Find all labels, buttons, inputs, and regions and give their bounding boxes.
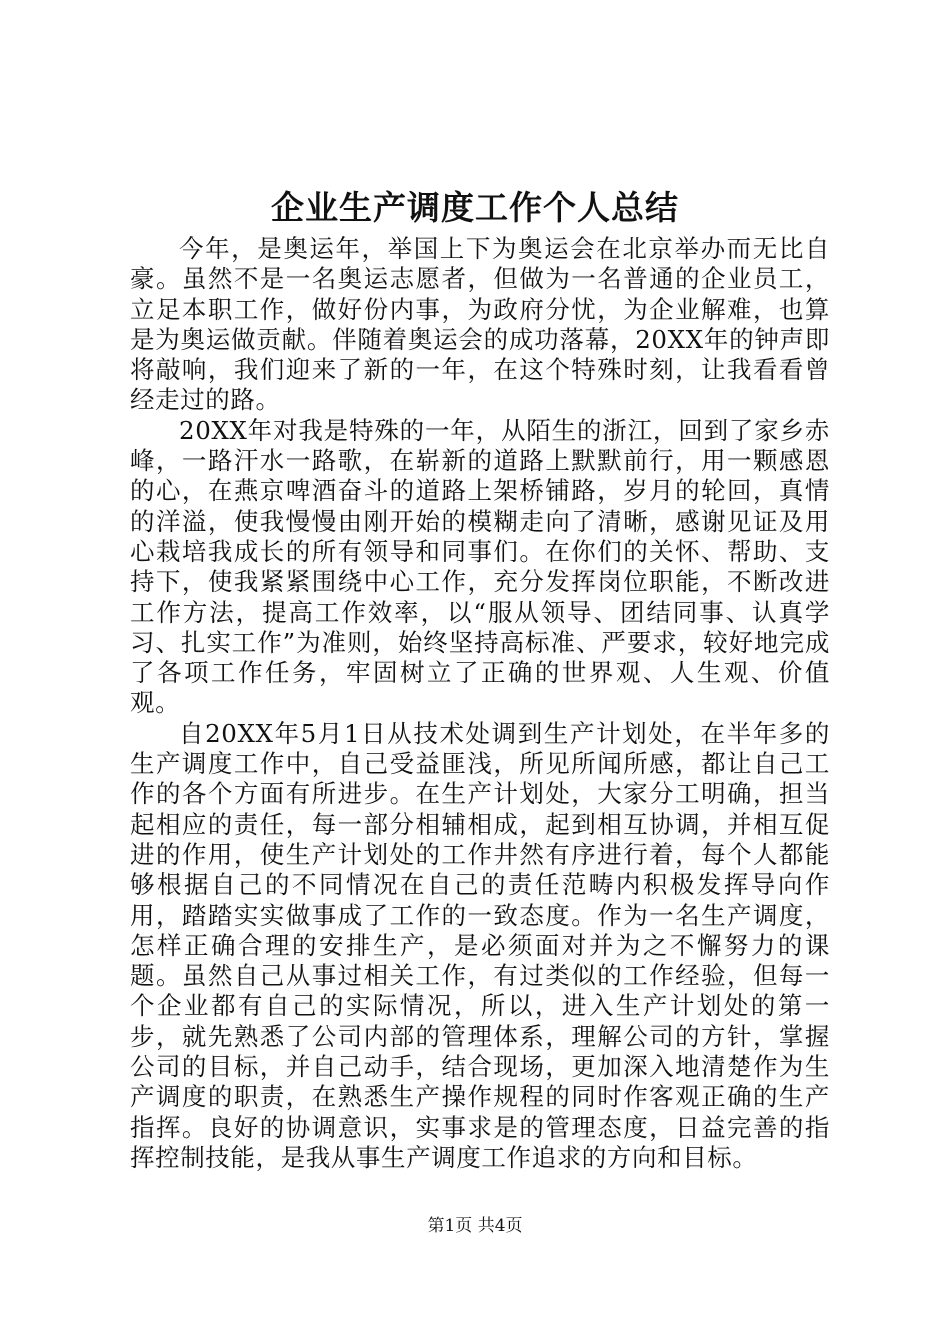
page-number: 第1页 共4页	[427, 1216, 523, 1236]
paragraph-1: 今年，是奥运年，举国上下为奥运会在北京举办而无比自豪。虽然不是一名奥运志愿者，但做为一名普通的企业员工，立足本职工作，做好份内事，为政府分忧，为企业解难，也算是为奥运做贡献。伴随着奥运会的成功落幕，20XX年的钟声即将敲响，我们迎来了新的一年，在这个特殊时刻，让我看看曾经走过的路。	[130, 234, 830, 415]
paragraph-2: 20XX年对我是特殊的一年，从陌生的浙江，回到了家乡赤峰，一路汗水一路歌，在崭新的道路上默默前行，用一颗感恩的心，在燕京啤酒奋斗的道路上架桥铺路，岁月的轮回，真情的洋溢，使我慢慢由刚开始的模糊走向了清晰，感谢见证及用心栽培我成长的所有领导和同事们。在你们的关怀、帮助、支持下，使我紧紧围绕中心工作，充分发挥岗位职能，不断改进工作方法，提高工作效率，以“服从领导、团结同事、认真学习、扎实工作”为准则，始终坚持高标准、严要求，较好地完成了各项工作任务，牢固树立了正确的世界观、人生观、价值观。	[130, 415, 830, 718]
paragraph-3: 自20XX年5月1日从技术处调到生产计划处，在半年多的生产调度工作中，自己受益匪浅，所见所闻所感，都让自己工作的各个方面有所进步。在生产计划处，大家分工明确，担当起相应的责任，每一部分相辅相成，起到相互协调，并相互促进的作用，使生产计划处的工作井然有序进行着，每个人都能够根据自己的不同情况在自己的责任范畴内积极发挥导向作用，踏踏实实做事成了工作的一致态度。作为一名生产调度，怎样正确合理的安排生产，是必须面对并为之不懈努力的课题。虽然自己从事过相关工作，有过类似的工作经验，但每一个企业都有自己的实际情况，所以，进入生产计划处的第一步，就先熟悉了公司内部的管理体系，理解公司的方针，掌握公司的目标，并自己动手，结合现场，更加深入地清楚作为生产调度的职责，在熟悉生产操作规程的同时作客观正确的生产指挥。良好的协调意识，实事求是的管理态度，日益完善的指挥控制技能，是我从事生产调度工作追求的方向和目标。	[130, 718, 830, 1172]
document-title: 企业生产调度工作个人总结	[271, 188, 679, 227]
page-footer	[0, 1214, 950, 1238]
document-body	[130, 234, 830, 1173]
